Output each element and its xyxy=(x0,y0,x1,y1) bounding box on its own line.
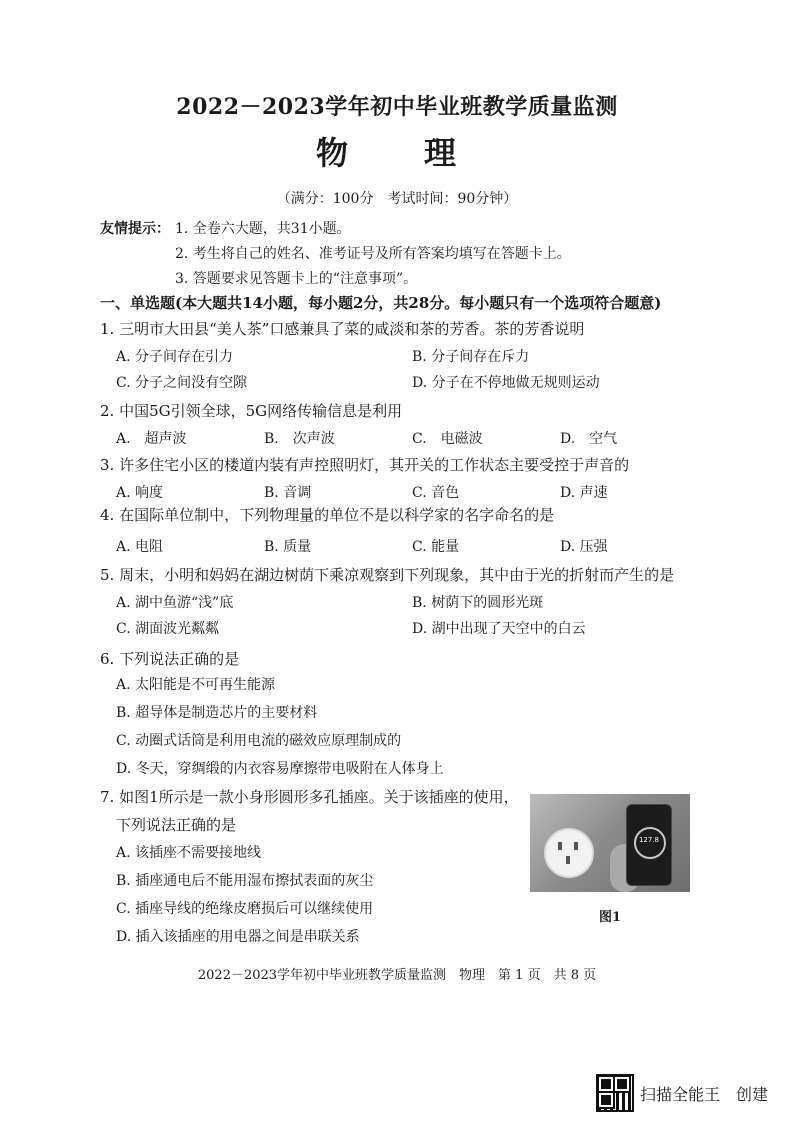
question-stem: 2. 中国5G引领全球，5G网络传输信息是利用 xyxy=(100,402,403,420)
question-stem: 6. 下列说法正确的是 xyxy=(100,650,240,668)
option-c: C. 插座导线的绝缘皮磨损后可以继续使用 xyxy=(116,901,374,917)
tip-line: 2. 考生将自己的姓名、准考证号及所有答案均填写在答题卡上。 xyxy=(175,246,571,262)
option-b: B. 插座通电后不能用湿布擦拭表面的灰尘 xyxy=(116,873,374,889)
scanner-watermark: 扫描全能王 创建 xyxy=(640,1085,769,1104)
option-d: D. 冬天，穿绸缎的内衣容易摩擦带电吸附在人体身上 xyxy=(116,761,444,777)
option-b: B. 树荫下的圆形光斑 xyxy=(412,595,544,611)
subject-title: 物 理 xyxy=(315,134,478,172)
phone-reading: 127.8 xyxy=(638,836,660,844)
tips-heading: 友情提示： xyxy=(100,221,170,237)
option-d: D. 湖中出现了天空中的白云 xyxy=(412,621,586,637)
exam-meta: （满分：100分 考试时间：90分钟） xyxy=(276,191,518,207)
option-c: C. 湖面波光粼粼 xyxy=(116,621,220,637)
option-b: B. 超导体是制造芯片的主要材料 xyxy=(116,705,318,721)
option-a: A. 电阻 xyxy=(116,539,164,555)
option-c: C. 动圈式话筒是利用电流的磁效应原理制成的 xyxy=(116,733,402,749)
option-a: A. 该插座不需要接地线 xyxy=(116,845,262,861)
option-b: B. 质量 xyxy=(264,539,312,555)
option-c: C. 分子之间没有空隙 xyxy=(116,375,248,391)
option-b: B. 分子间存在斥力 xyxy=(412,349,530,365)
option-d: D. 空气 xyxy=(560,431,618,447)
figure-label: 图1 xyxy=(599,910,622,925)
option-c: C. 音色 xyxy=(412,485,460,501)
option-d: D. 分子在不停地做无规则运动 xyxy=(412,375,600,391)
option-a: A. 响度 xyxy=(116,485,164,501)
question-stem-continued: 下列说法正确的是 xyxy=(116,816,237,834)
option-d: D. 压强 xyxy=(560,539,608,555)
tip-line: 3. 答题要求见答题卡上的“注意事项”。 xyxy=(175,271,418,287)
option-a: A. 太阳能是不可再生能源 xyxy=(116,677,276,693)
option-a: A. 湖中鱼游“浅”底 xyxy=(116,595,234,611)
question-stem: 4. 在国际单位制中，下列物理量的单位不是以科学家的名字命名的是 xyxy=(100,506,555,524)
section-heading: 一、单选题(本大题共14小题，每小题2分，共28分。每小题只有一个选项符合题意) xyxy=(100,294,662,312)
option-d: D. 插入该插座的用电器之间是串联关系 xyxy=(116,929,360,945)
option-b: B. 音调 xyxy=(264,485,312,501)
page-footer: 2022－2023学年初中毕业班教学质量监测 物理 第 1 页 共 8 页 xyxy=(197,968,597,983)
question-stem: 7. 如图1所示是一款小身形圆形多孔插座。关于该插座的使用， xyxy=(100,788,519,806)
option-c: C. 电磁波 xyxy=(412,431,483,447)
socket-image xyxy=(544,828,594,878)
figure-1-photo xyxy=(530,794,690,892)
option-a: A. 超声波 xyxy=(116,431,187,447)
tip-line: 1. 全卷六大题，共31小题。 xyxy=(175,221,351,237)
question-stem: 3. 许多住宅小区的楼道内装有声控照明灯，其开关的工作状态主要受控于声音的 xyxy=(100,456,630,474)
question-stem: 5. 周末，小明和妈妈在湖边树荫下乘凉观察到下列现象，其中由于光的折射而产生的是 xyxy=(100,566,675,584)
option-d: D. 声速 xyxy=(560,485,608,501)
option-a: A. 分子间存在引力 xyxy=(116,349,234,365)
qr-code-icon xyxy=(596,1074,634,1112)
question-stem: 1. 三明市大田县“美人茶”口感兼具了菜的咸淡和茶的芳香。茶的芳香说明 xyxy=(100,320,585,338)
option-b: B. 次声波 xyxy=(264,431,335,447)
option-c: C. 能量 xyxy=(412,539,460,555)
phone-image xyxy=(626,804,672,886)
exam-title: 2022－2023学年初中毕业班教学质量监测 xyxy=(176,94,618,120)
